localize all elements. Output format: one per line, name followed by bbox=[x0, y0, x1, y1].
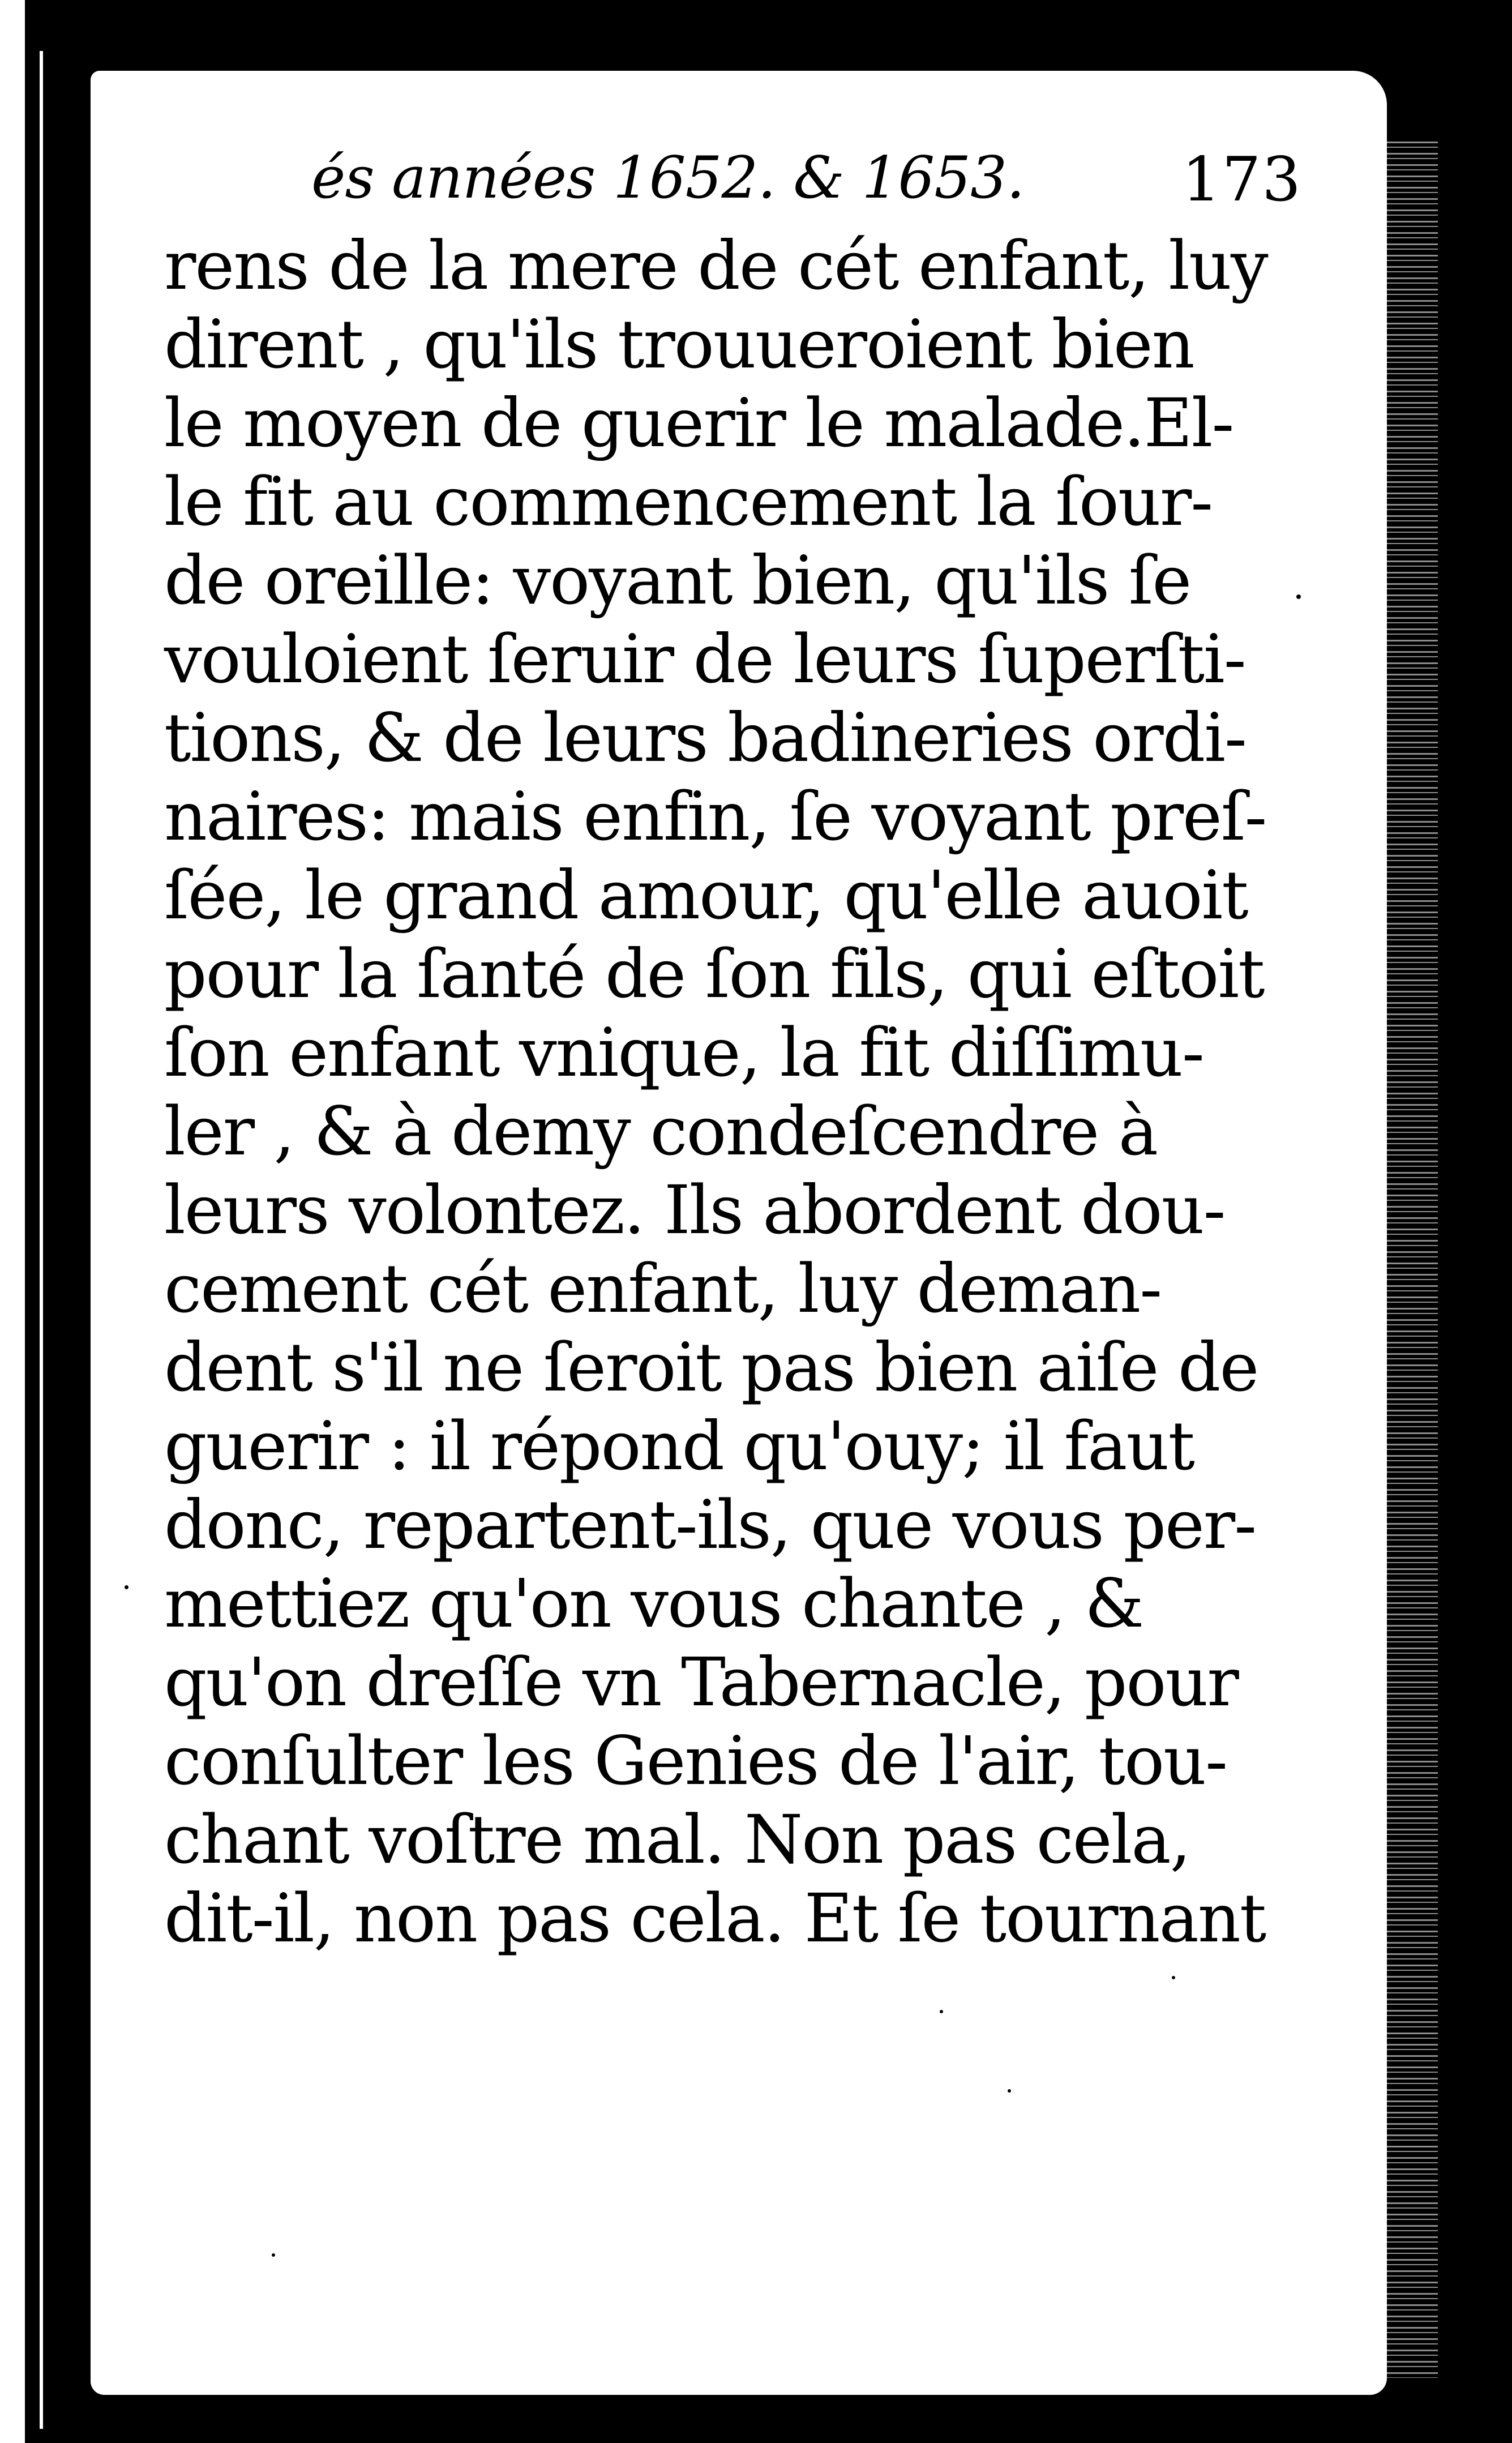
adjacent-page-edge bbox=[0, 0, 25, 2443]
text-line: mettiez qu'on vous chante , & bbox=[164, 1564, 1143, 1642]
scan-speck bbox=[1172, 1976, 1175, 1979]
scan-speck bbox=[125, 1585, 129, 1589]
text-line: leurs volontez. Ils abordent dou- bbox=[164, 1171, 1225, 1249]
text-line: rens de la mere de cét enfant, luy bbox=[164, 226, 1267, 305]
binding-edge-line bbox=[40, 51, 43, 2429]
scan-speck bbox=[272, 2253, 275, 2257]
text-line: naires: mais enfin, ſe voyant preſ- bbox=[164, 777, 1266, 855]
page-number: 173 bbox=[1181, 144, 1302, 215]
scan-speck bbox=[940, 2010, 943, 2013]
text-line: dirent , qu'ils trouueroient bien bbox=[164, 305, 1194, 383]
text-line: le moyen de guerir le malade.El- bbox=[164, 384, 1233, 462]
text-line: guerir : il répond qu'ouy; il faut bbox=[164, 1407, 1194, 1485]
text-line: cement cét enfant, luy deman- bbox=[164, 1250, 1162, 1328]
text-line: chant voſtre mal. Non pas cela, bbox=[164, 1800, 1190, 1879]
text-line: dent s'il ne ſeroit pas bien aiſe de bbox=[164, 1328, 1258, 1406]
text-line: ſée, le grand amour, qu'elle auoit bbox=[164, 856, 1248, 934]
text-line: de oreille: voyant bien, qu'ils ſe bbox=[164, 541, 1191, 619]
scan-speck bbox=[1008, 2089, 1011, 2093]
text-line: qu'on dreſſe vn Tabernacle, pour bbox=[164, 1643, 1238, 1721]
text-line: pour la ſanté de ſon fils, qui eſtoit bbox=[164, 935, 1264, 1013]
text-line: dit-il, non pas cela. Et ſe tournant bbox=[164, 1879, 1266, 1957]
text-line: tions, & de leurs badineries ordi- bbox=[164, 699, 1246, 777]
text-line: donc, repartent-ils, que vous per- bbox=[164, 1486, 1256, 1564]
text-line: vouloient ſeruir de leurs ſuperſti- bbox=[164, 620, 1245, 698]
running-head bbox=[311, 133, 1336, 215]
running-head-title: és années 1652. & 1653. bbox=[311, 144, 1025, 212]
scan-speck bbox=[1296, 594, 1301, 599]
text-line: ler , & à demy condeſcendre à bbox=[164, 1092, 1158, 1170]
text-line: ſon enfant vnique, la fit diſſimu- bbox=[164, 1013, 1203, 1092]
body-text bbox=[164, 226, 1267, 1958]
text-line: le fit au commencement la ſour- bbox=[164, 463, 1213, 541]
text-line: conſulter les Genies de l'air, tou- bbox=[164, 1722, 1227, 1800]
